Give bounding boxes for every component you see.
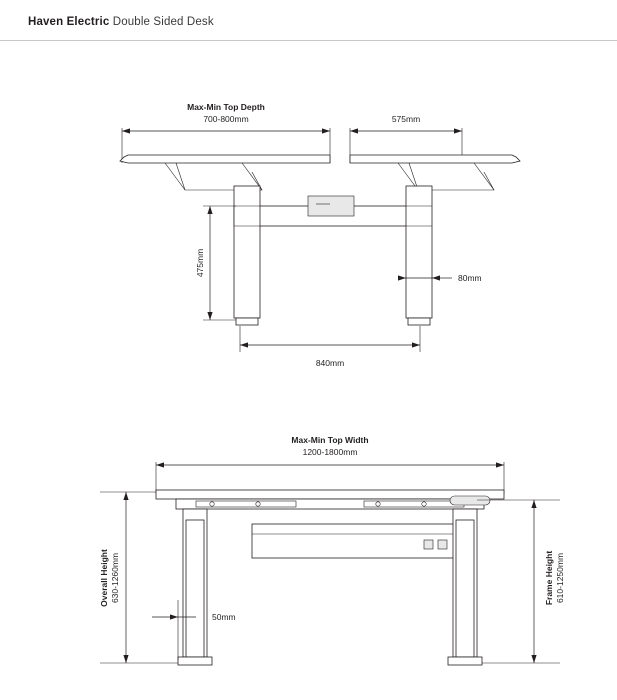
cross-beam <box>234 196 420 226</box>
front-left-leg <box>178 509 212 665</box>
dim-frame-height-label-2: 610-1250mm <box>555 552 565 604</box>
dim-top-width-label-2: 1200-1800mm <box>302 447 358 457</box>
front-frame-assembly <box>176 496 490 558</box>
dim-leg-height-label: 475mm <box>195 248 205 278</box>
dim-top-width-label-1: Max-Min Top Width <box>291 435 369 445</box>
dim-foot-offset-label: 50mm <box>212 612 236 622</box>
product-name: Double Sided Desk <box>112 16 214 28</box>
dim-foot-span-label: 840mm <box>315 358 345 368</box>
dim-leg-width-label: 80mm <box>458 273 482 283</box>
brand-name: Haven Electric <box>28 16 110 28</box>
dim-second-top-depth-label: 575mm <box>391 114 421 124</box>
dim-top-depth-label-1: Max-Min Top Depth <box>187 102 265 112</box>
dim-frame-height <box>477 500 565 663</box>
left-leg-column <box>234 186 260 325</box>
right-desktop-profile <box>350 155 520 190</box>
dim-foot-span <box>240 326 420 368</box>
dim-overall-height-label-1: Overall Height <box>99 549 109 607</box>
dim-overall-height-label-2: 630-1260mm <box>110 552 120 604</box>
left-desktop-profile <box>120 155 330 190</box>
dim-top-width <box>156 435 504 494</box>
dim-top-depth <box>122 102 330 163</box>
right-leg-column <box>406 186 432 325</box>
front-right-leg <box>448 509 482 665</box>
dim-top-depth-label-2: 700-800mm <box>203 114 249 124</box>
dim-frame-height-label-1: Frame Height <box>544 550 554 606</box>
dim-overall-height <box>99 492 178 663</box>
dim-leg-height <box>195 206 236 320</box>
